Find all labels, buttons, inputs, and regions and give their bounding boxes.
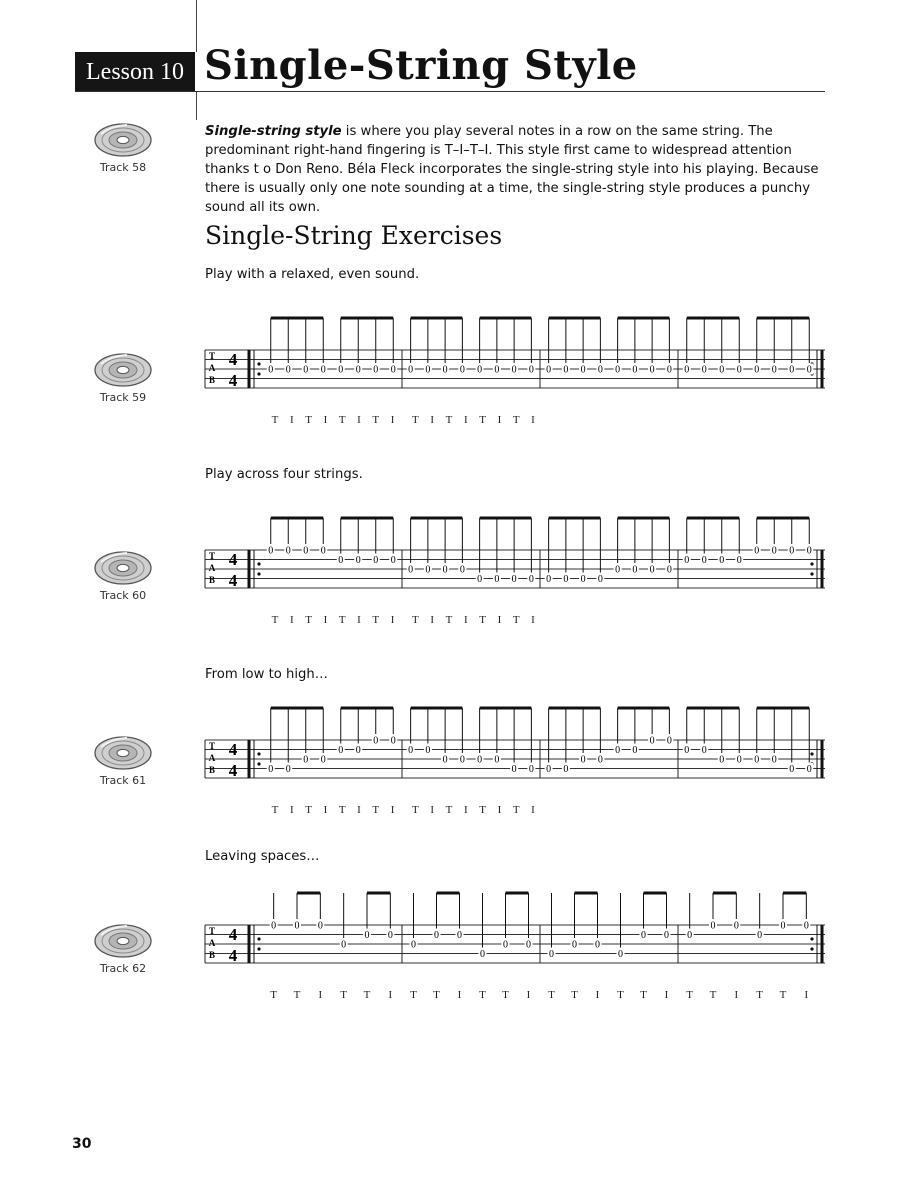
fret-number: 0 bbox=[285, 764, 291, 775]
fret-number: 0 bbox=[597, 574, 603, 585]
tab-clef-letter: T bbox=[208, 741, 216, 751]
fingering-letter: T bbox=[571, 989, 578, 1001]
fret-number: 0 bbox=[806, 364, 812, 376]
fingering-letter: I bbox=[390, 414, 395, 426]
fingering-letter: I bbox=[463, 614, 468, 626]
fret-number: 0 bbox=[526, 939, 531, 951]
fingering-letter: T bbox=[479, 989, 486, 1001]
page-title: Single-String Style bbox=[204, 42, 638, 89]
track-label: Track 61 bbox=[99, 774, 147, 787]
fingering-letter: I bbox=[531, 414, 535, 426]
tab-clef-letter: T bbox=[208, 551, 216, 561]
fret-number: 0 bbox=[425, 745, 431, 756]
fret-number: 0 bbox=[411, 939, 416, 951]
fret-number: 0 bbox=[442, 564, 448, 576]
fret-number: 0 bbox=[494, 574, 500, 585]
fret-number: 0 bbox=[736, 754, 742, 766]
fret-number: 0 bbox=[771, 364, 777, 376]
fingering-letter: T bbox=[479, 414, 486, 426]
fret-number: 0 bbox=[390, 735, 396, 747]
fingering-letter: T bbox=[270, 989, 278, 1001]
fingering-letter: T bbox=[445, 614, 453, 626]
fingering-letter: T bbox=[479, 804, 486, 816]
fret-number: 0 bbox=[303, 545, 309, 557]
fingering-letter: T bbox=[338, 804, 346, 816]
fingering-letter: T bbox=[433, 989, 440, 1001]
fret-number: 0 bbox=[271, 920, 277, 932]
fret-number: 0 bbox=[320, 545, 326, 557]
fingering-letter: I bbox=[430, 614, 435, 626]
track-label: Track 58 bbox=[99, 161, 147, 174]
fret-number: 0 bbox=[736, 555, 742, 566]
tab-staff bbox=[0, 300, 900, 430]
fret-number: 0 bbox=[294, 920, 300, 932]
fret-number: 0 bbox=[459, 564, 465, 576]
fret-number: 0 bbox=[511, 764, 517, 775]
fret-number: 0 bbox=[733, 920, 739, 932]
fingering-letter: T bbox=[305, 804, 312, 816]
track-label: Track 60 bbox=[99, 589, 147, 602]
fret-number: 0 bbox=[338, 364, 344, 376]
fret-number: 0 bbox=[408, 564, 414, 576]
fingering-letter: I bbox=[531, 804, 535, 816]
title-rule bbox=[75, 91, 825, 92]
fret-number: 0 bbox=[477, 754, 483, 766]
time-signature-top: 4 bbox=[228, 740, 238, 759]
fret-number: 0 bbox=[641, 930, 646, 941]
fret-number: 0 bbox=[615, 364, 621, 376]
fret-number: 0 bbox=[338, 745, 344, 756]
fret-number: 0 bbox=[597, 364, 603, 376]
fingering-letter: I bbox=[497, 614, 502, 626]
fret-number: 0 bbox=[285, 545, 291, 557]
fingering-letter: I bbox=[318, 989, 323, 1001]
fret-number: 0 bbox=[563, 574, 569, 585]
fret-number: 0 bbox=[632, 364, 638, 376]
fret-number: 0 bbox=[649, 735, 655, 747]
fingering-letter: T bbox=[412, 614, 419, 626]
intro-text: is where you play several notes in a row on the same string. The predominant right-hand fingering is T–I–T–I. This style first came to widespread attention thanks t o Don Reno. Béla Fleck incorporates the single-string style into his playing. Because there is usually only one note sounding at a time, the single-string style produces a punchy sound all its own. bbox=[205, 124, 819, 215]
fingering-letter: T bbox=[410, 989, 417, 1001]
fingering-letter: T bbox=[305, 614, 312, 626]
fret-number: 0 bbox=[268, 364, 274, 376]
cd-track-58[interactable] bbox=[88, 120, 158, 174]
fingering-letter: T bbox=[271, 414, 279, 426]
fret-number: 0 bbox=[754, 364, 760, 376]
fingering-letter: T bbox=[271, 804, 279, 816]
fingering-letter: I bbox=[388, 989, 393, 1001]
fingering-letter: T bbox=[372, 414, 380, 426]
header-vertical-rule-top bbox=[196, 0, 197, 52]
fingering-letter: T bbox=[412, 804, 419, 816]
fret-number: 0 bbox=[320, 754, 326, 766]
fret-number: 0 bbox=[390, 364, 396, 376]
tab-clef-letter: T bbox=[208, 351, 216, 361]
track-label: Track 62 bbox=[99, 962, 147, 975]
repeat-dot bbox=[257, 947, 260, 950]
fret-number: 0 bbox=[546, 364, 552, 376]
fingering-letter: I bbox=[390, 614, 395, 626]
time-signature-bottom: 4 bbox=[228, 761, 238, 780]
exercise-caption: Leaving spaces… bbox=[205, 849, 320, 864]
tab-staff bbox=[0, 500, 900, 630]
tab-clef-letter: T bbox=[208, 926, 216, 936]
time-signature-bottom: 4 bbox=[228, 571, 238, 590]
fret-number: 0 bbox=[285, 364, 291, 376]
repeat-dot bbox=[810, 572, 813, 575]
fret-number: 0 bbox=[408, 364, 414, 376]
fingering-letter: I bbox=[289, 804, 294, 816]
fret-number: 0 bbox=[355, 364, 361, 376]
fret-number: 0 bbox=[789, 364, 795, 376]
time-signature-bottom: 4 bbox=[228, 371, 238, 390]
fret-number: 0 bbox=[771, 754, 777, 766]
fingering-letter: I bbox=[463, 414, 468, 426]
fret-number: 0 bbox=[806, 764, 812, 775]
fret-number: 0 bbox=[355, 555, 361, 566]
tab-clef-letter: B bbox=[208, 375, 216, 385]
fret-number: 0 bbox=[632, 745, 638, 756]
fret-number: 0 bbox=[806, 545, 812, 557]
fret-number: 0 bbox=[580, 574, 586, 585]
fret-number: 0 bbox=[701, 555, 707, 566]
intro-lead: Single-string style bbox=[205, 124, 342, 139]
fingering-letter: T bbox=[372, 614, 380, 626]
fret-number: 0 bbox=[572, 939, 577, 951]
tab-clef-letter: A bbox=[208, 363, 216, 373]
track-label: Track 59 bbox=[99, 391, 147, 404]
repeat-dot bbox=[257, 372, 260, 375]
exercise-caption: Play across four strings. bbox=[205, 467, 363, 482]
fret-number: 0 bbox=[355, 745, 361, 756]
fret-number: 0 bbox=[803, 920, 809, 932]
fret-number: 0 bbox=[434, 930, 439, 941]
fret-number: 0 bbox=[595, 939, 600, 951]
fingering-letter: T bbox=[779, 989, 787, 1001]
fingering-letter: I bbox=[734, 989, 739, 1001]
fret-number: 0 bbox=[549, 949, 554, 960]
fret-number: 0 bbox=[494, 754, 500, 766]
fret-number: 0 bbox=[387, 930, 393, 941]
fingering-letter: T bbox=[363, 989, 371, 1001]
fingering-letter: T bbox=[756, 989, 764, 1001]
fingering-letter: I bbox=[323, 414, 328, 426]
fret-number: 0 bbox=[719, 754, 725, 766]
fret-number: 0 bbox=[373, 555, 379, 566]
fret-number: 0 bbox=[789, 764, 795, 775]
fingering-letter: T bbox=[548, 989, 555, 1001]
fret-number: 0 bbox=[684, 364, 690, 376]
fingering-letter: T bbox=[338, 614, 346, 626]
fingering-letter: T bbox=[512, 614, 520, 626]
page-number: 30 bbox=[72, 1136, 92, 1152]
fingering-letter: T bbox=[372, 804, 380, 816]
fret-number: 0 bbox=[546, 764, 552, 775]
fret-number: 0 bbox=[736, 364, 742, 376]
fret-number: 0 bbox=[618, 949, 623, 960]
tab-clef-letter: B bbox=[208, 765, 216, 775]
fingering-letter: I bbox=[526, 989, 531, 1001]
fingering-letter: T bbox=[640, 989, 647, 1001]
fret-number: 0 bbox=[477, 574, 483, 585]
fret-number: 0 bbox=[615, 564, 621, 576]
fret-number: 0 bbox=[719, 364, 725, 376]
fret-number: 0 bbox=[442, 754, 448, 766]
fingering-letter: T bbox=[340, 989, 348, 1001]
fret-number: 0 bbox=[563, 364, 569, 376]
fret-number: 0 bbox=[710, 920, 716, 932]
fret-number: 0 bbox=[649, 364, 655, 376]
fret-number: 0 bbox=[390, 555, 396, 566]
fingering-letter: I bbox=[595, 989, 600, 1001]
fingering-letter: I bbox=[357, 804, 361, 816]
fingering-letter: I bbox=[357, 614, 361, 626]
fret-number: 0 bbox=[666, 735, 672, 747]
fret-number: 0 bbox=[754, 754, 760, 766]
fingering-letter: I bbox=[430, 804, 435, 816]
tab-clef-letter: B bbox=[208, 950, 216, 960]
cd-icon bbox=[93, 120, 153, 160]
fingering-letter: T bbox=[412, 414, 419, 426]
fingering-letter: T bbox=[445, 804, 453, 816]
fret-number: 0 bbox=[408, 745, 414, 756]
fret-number: 0 bbox=[666, 564, 672, 576]
fret-number: 0 bbox=[364, 930, 370, 941]
fret-number: 0 bbox=[459, 364, 465, 376]
fret-number: 0 bbox=[664, 930, 669, 941]
fret-number: 0 bbox=[701, 745, 707, 756]
fret-number: 0 bbox=[503, 939, 508, 951]
fret-number: 0 bbox=[757, 930, 763, 941]
fingering-letter: I bbox=[390, 804, 395, 816]
fingering-letter: I bbox=[497, 414, 502, 426]
fret-number: 0 bbox=[317, 920, 323, 932]
fingering-letter: I bbox=[497, 804, 502, 816]
fret-number: 0 bbox=[580, 754, 586, 766]
fret-number: 0 bbox=[459, 754, 465, 766]
fret-number: 0 bbox=[457, 930, 462, 941]
tab-clef-letter: A bbox=[208, 563, 216, 573]
fret-number: 0 bbox=[425, 364, 431, 376]
fingering-letter: T bbox=[271, 614, 279, 626]
time-signature-top: 4 bbox=[228, 925, 238, 944]
exercise-caption: From low to high… bbox=[205, 667, 328, 682]
fret-number: 0 bbox=[373, 364, 379, 376]
time-signature-top: 4 bbox=[228, 350, 238, 369]
fingering-letter: I bbox=[289, 614, 294, 626]
fret-number: 0 bbox=[701, 364, 707, 376]
fret-number: 0 bbox=[480, 949, 485, 960]
repeat-dot bbox=[810, 562, 813, 565]
fingering-letter: I bbox=[804, 989, 809, 1001]
fingering-letter: I bbox=[323, 614, 328, 626]
repeat-dot bbox=[257, 572, 260, 575]
fret-number: 0 bbox=[687, 930, 693, 941]
fret-number: 0 bbox=[546, 574, 552, 585]
repeat-dot bbox=[810, 937, 813, 940]
fingering-letter: T bbox=[709, 989, 717, 1001]
fret-number: 0 bbox=[528, 764, 534, 775]
header-vertical-rule bbox=[196, 92, 197, 120]
repeat-dot bbox=[257, 562, 260, 565]
time-signature-bottom: 4 bbox=[228, 946, 238, 965]
repeat-dot bbox=[257, 752, 260, 755]
fret-number: 0 bbox=[580, 364, 586, 376]
lesson-badge: Lesson 10 bbox=[75, 52, 195, 92]
fret-number: 0 bbox=[632, 564, 638, 576]
tab-staff bbox=[0, 690, 900, 820]
fret-number: 0 bbox=[719, 555, 725, 566]
fret-number: 0 bbox=[373, 735, 379, 747]
fret-number: 0 bbox=[771, 545, 777, 557]
fingering-letter: I bbox=[323, 804, 328, 816]
fingering-letter: T bbox=[445, 414, 453, 426]
fret-number: 0 bbox=[268, 764, 274, 775]
fret-number: 0 bbox=[528, 364, 534, 376]
fingering-letter: T bbox=[512, 414, 520, 426]
fingering-letter: I bbox=[664, 989, 669, 1001]
fingering-letter: I bbox=[289, 414, 294, 426]
fret-number: 0 bbox=[789, 545, 795, 557]
fingering-letter: I bbox=[531, 614, 535, 626]
fret-number: 0 bbox=[511, 364, 517, 376]
fret-number: 0 bbox=[268, 545, 274, 557]
repeat-dot bbox=[257, 937, 260, 940]
section-heading: Single-String Exercises bbox=[205, 221, 503, 250]
fret-number: 0 bbox=[597, 754, 603, 766]
fingering-letter: T bbox=[617, 989, 624, 1001]
fret-number: 0 bbox=[511, 574, 517, 585]
fingering-letter: T bbox=[338, 414, 346, 426]
fret-number: 0 bbox=[649, 564, 655, 576]
fret-number: 0 bbox=[442, 364, 448, 376]
time-signature-top: 4 bbox=[228, 550, 238, 569]
fret-number: 0 bbox=[684, 745, 690, 756]
fret-number: 0 bbox=[754, 545, 760, 557]
tab-clef-letter: B bbox=[208, 575, 216, 585]
fingering-letter: T bbox=[479, 614, 486, 626]
fingering-letter: I bbox=[457, 989, 462, 1001]
fingering-letter: T bbox=[686, 989, 694, 1001]
tab-staff bbox=[0, 875, 900, 1005]
exercise-caption: Play with a relaxed, even sound. bbox=[205, 267, 420, 282]
fret-number: 0 bbox=[684, 555, 690, 566]
fingering-letter: I bbox=[463, 804, 468, 816]
repeat-dot bbox=[810, 752, 813, 755]
fret-number: 0 bbox=[320, 364, 326, 376]
fret-number: 0 bbox=[341, 939, 347, 951]
fingering-letter: T bbox=[512, 804, 520, 816]
tab-clef-letter: A bbox=[208, 753, 216, 763]
fingering-letter: T bbox=[305, 414, 312, 426]
fret-number: 0 bbox=[615, 745, 621, 756]
fret-number: 0 bbox=[303, 754, 309, 766]
fingering-letter: I bbox=[430, 414, 435, 426]
fret-number: 0 bbox=[338, 555, 344, 566]
repeat-dot bbox=[257, 762, 260, 765]
fingering-letter: T bbox=[293, 989, 301, 1001]
fingering-letter: I bbox=[357, 414, 361, 426]
tab-clef-letter: A bbox=[208, 938, 216, 948]
fret-number: 0 bbox=[563, 764, 569, 775]
fret-number: 0 bbox=[528, 574, 534, 585]
fret-number: 0 bbox=[494, 364, 500, 376]
fret-number: 0 bbox=[780, 920, 786, 932]
intro-paragraph bbox=[205, 122, 825, 217]
fret-number: 0 bbox=[303, 364, 309, 376]
fingering-letter: T bbox=[502, 989, 509, 1001]
fret-number: 0 bbox=[477, 364, 483, 376]
repeat-dot bbox=[810, 947, 813, 950]
fret-number: 0 bbox=[425, 564, 431, 576]
fret-number: 0 bbox=[666, 364, 672, 376]
repeat-dot bbox=[257, 362, 260, 365]
